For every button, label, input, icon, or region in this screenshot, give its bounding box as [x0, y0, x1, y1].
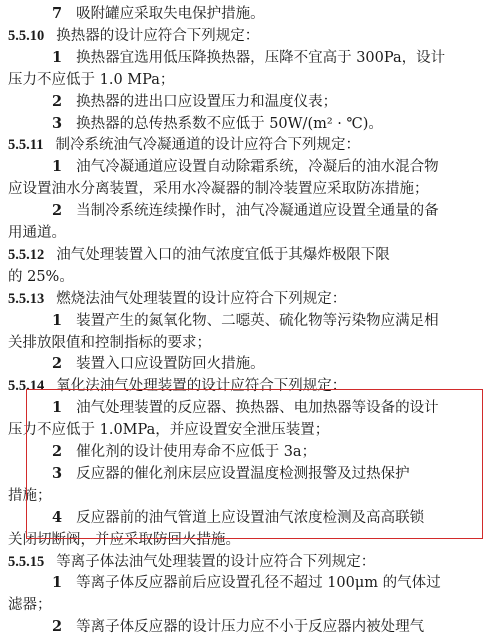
- line-text: 应设置油水分离装置，采用水冷凝器的制冷装置应采取防冻措施；: [8, 181, 429, 198]
- section-number: 5.5.10: [8, 27, 45, 44]
- line-text: 油气冷凝通道应设置自动除霜系统，冷凝后的油水混合物: [76, 159, 439, 176]
- list-item: [0, 201, 496, 221]
- item-number: 7: [52, 5, 63, 22]
- section-heading: [0, 135, 496, 155]
- section-heading: [0, 552, 496, 572]
- section-heading: [0, 245, 496, 265]
- line-text: 装置入口应设置防回火措施。: [76, 356, 265, 373]
- line-text: 吸附罐应采取失电保护措施。: [76, 6, 265, 22]
- item-number: 1: [52, 158, 63, 176]
- list-item: [0, 311, 496, 331]
- line-text: 压力不应低于 1.0 MPa；: [8, 71, 175, 88]
- item-number: 3: [52, 114, 63, 132]
- line-text: 换热器的总传热系数不应低于 50W/(m² · ℃)。: [76, 115, 383, 132]
- line-text: 压力不应低于 1.0MPa，并应设置安全泄压装置；: [8, 422, 330, 439]
- text-line: [0, 267, 496, 287]
- line-text: 等离子体反应器的设计压力应不小于反应器内被处理气: [76, 619, 425, 636]
- line-text: 当制冷系统连续操作时，油气冷凝通道应设置全通量的备: [76, 203, 439, 220]
- list-item: [0, 617, 496, 637]
- highlight-box: [26, 389, 483, 539]
- section-number: 5.5.13: [8, 290, 45, 307]
- section-heading: [0, 26, 496, 46]
- item-number: 2: [52, 355, 63, 373]
- item-number: 1: [52, 399, 63, 417]
- line-text: 制冷系统油气冷凝通道的设计应符合下列规定：: [55, 137, 360, 154]
- line-text: 关闭切断阀，并应采取防回火措施。: [8, 531, 240, 548]
- item-number: 1: [52, 574, 63, 592]
- line-text: 油气处理装置的反应器、换热器、电加热器等设备的设计: [76, 400, 439, 417]
- line-text: 等离子体反应器前后应设置孔径不超过 100μm 的气体过: [76, 575, 441, 592]
- item-number: 2: [52, 443, 63, 460]
- line-text: 关排放限值和控制指标的要求；: [8, 334, 211, 351]
- line-text: 油气处理装置入口的油气浓度宜低于其爆炸极限下限: [56, 246, 390, 263]
- section-number: 5.5.14: [8, 378, 45, 395]
- section-number: 5.5.12: [8, 246, 45, 263]
- list-item: [0, 48, 496, 68]
- line-text: 措施；: [8, 487, 52, 504]
- text-line: [0, 595, 496, 615]
- line-text: 催化剂的设计使用寿命不应低于 3a；: [76, 444, 317, 460]
- item-number: 1: [52, 311, 63, 329]
- section-number: 5.5.15: [8, 553, 45, 570]
- line-text: 反应器的催化剂床层应设置温度检测报警及过热保护: [76, 465, 410, 482]
- line-text: 反应器前的油气管道上应设置油气浓度检测及高高联锁: [76, 509, 425, 526]
- line-text: 氧化法油气处理装置的设计应符合下列规定：: [56, 378, 347, 395]
- list-item: [0, 157, 496, 177]
- line-text: 装置产生的氮氧化物、二噁英、硫化物等污染物应满足相: [76, 312, 439, 329]
- item-number: 2: [52, 618, 63, 636]
- line-text: 换热器的设计应符合下列规定：: [56, 27, 260, 44]
- section-number: 5.5.11: [8, 137, 44, 154]
- text-line: [0, 179, 496, 199]
- line-text: 换热器的进出口应设置压力和温度仪表；: [76, 93, 338, 110]
- text-line: [0, 223, 496, 243]
- line-text: 燃烧法油气处理装置的设计应符合下列规定：: [56, 290, 347, 307]
- line-text: 换热器宜选用低压降换热器，压降不宜高于 300Pa，设计: [76, 49, 446, 66]
- line-text: 用通道。: [8, 225, 66, 241]
- list-item: [0, 114, 496, 134]
- item-number: 4: [52, 508, 63, 526]
- item-number: 1: [52, 48, 63, 66]
- line-text: 等离子体法油气处理装置的设计应符合下列规定：: [56, 553, 376, 570]
- line-text: 滤器；: [8, 597, 52, 614]
- text-line: [0, 333, 496, 353]
- list-item: [0, 92, 496, 112]
- line-text: 的 25%。: [8, 268, 74, 285]
- list-item: [0, 354, 496, 374]
- list-item: [0, 573, 496, 593]
- list-item: [0, 4, 496, 24]
- section-heading: [0, 289, 496, 309]
- item-number: 2: [52, 92, 63, 110]
- item-number: 3: [52, 464, 63, 482]
- item-number: 2: [52, 202, 63, 220]
- text-line: [0, 70, 496, 90]
